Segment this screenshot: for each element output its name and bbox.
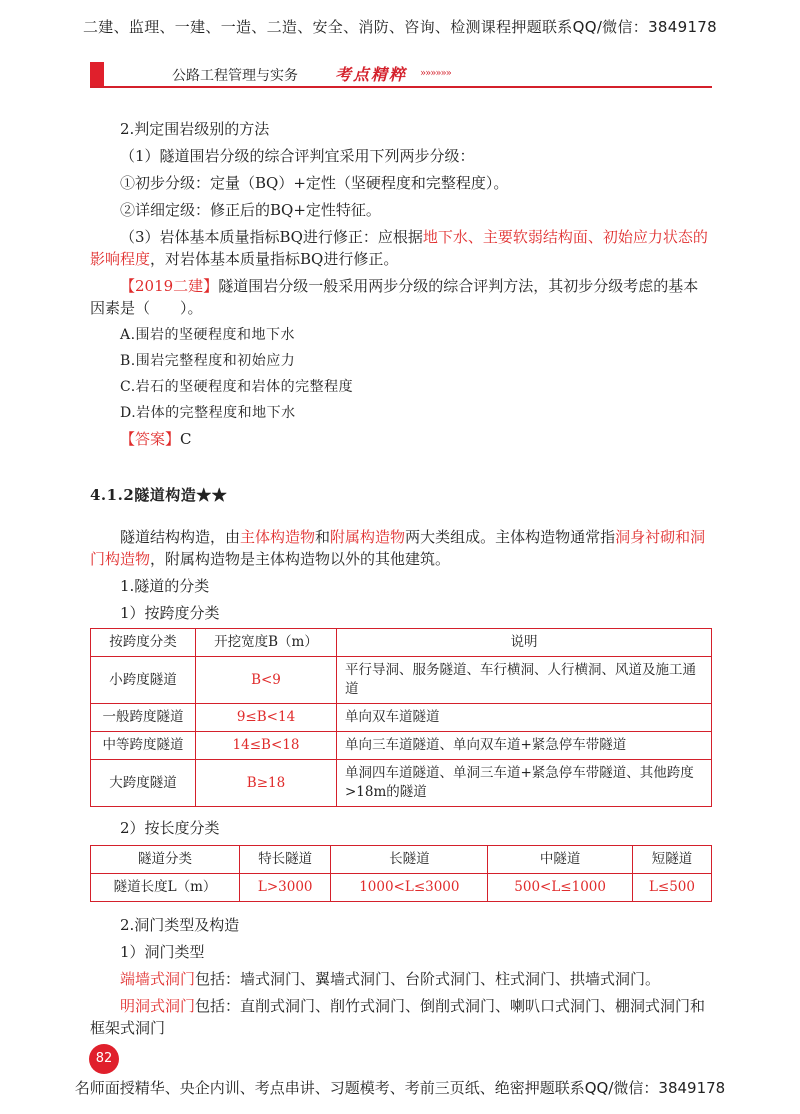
span-width-cell: B<9 [196, 657, 337, 704]
length-header-cell: 中隧道 [488, 846, 633, 874]
span-width-cell: B≥18 [196, 760, 337, 807]
option-c: C.岩石的坚硬程度和岩体的完整程度 [120, 379, 354, 395]
length-value-cell: 1000<L≤3000 [331, 874, 488, 902]
length-header-cell: 特长隧道 [240, 846, 331, 874]
end-wall-highlight: 端墙式洞门 [120, 970, 196, 988]
answer-line [90, 428, 712, 450]
bq-text-b: ，对岩体基本质量指标BQ进行修正。 [150, 250, 399, 268]
length-header-cell: 隧道分类 [91, 846, 240, 874]
length-value-cell: 500<L≤1000 [488, 874, 633, 902]
top-banner: 二建、监理、一建、一造、二造、安全、消防、咨询、检测课程押题联系QQ/微信：3849178 [83, 18, 717, 36]
length-table-header [91, 846, 712, 874]
sub-by-span: 1）按跨度分类 [120, 604, 220, 622]
section-title: 考点精粹 [335, 65, 408, 84]
length-header-cell: 短隧道 [632, 846, 711, 874]
answer-value: C [180, 430, 192, 448]
option-a: A.围岩的坚硬程度和地下水 [120, 327, 296, 343]
span-table-header [91, 629, 712, 657]
answer-tag: 【答案】 [120, 430, 181, 448]
structure-text-3: 两大类组成。主体构造物通常指 [405, 528, 616, 546]
option-b: B.围岩完整程度和初始应力 [120, 353, 296, 369]
page-number: 82 [89, 1044, 119, 1074]
span-table [90, 628, 712, 807]
span-desc-cell: 单洞四车道隧道、单洞三车道+紧急停车带隧道、其他跨度>18m的隧道 [337, 760, 712, 807]
para-end-wall-portal [90, 968, 712, 990]
sub-classification: 1.隧道的分类 [120, 577, 210, 595]
header-rule [90, 86, 712, 88]
structure-highlight-2: 附属构造物 [330, 528, 406, 546]
span-width-cell: 14≤B<18 [196, 732, 337, 760]
table-row [91, 704, 712, 732]
option-d: D.岩体的完整程度和地下水 [120, 405, 296, 421]
span-type-cell: 大跨度隧道 [91, 760, 196, 807]
page-header [90, 62, 712, 88]
span-header-cell: 开挖宽度B（m） [196, 629, 337, 657]
span-header-cell: 按跨度分类 [91, 629, 196, 657]
para-initial: ①初步分级：定量（BQ）+定性（坚硬程度和完整程度）。 [120, 174, 509, 192]
footer-banner: 名师面授精华、央企内训、考点串讲、习题模考、考前三页纸、绝密押题联系QQ/微信：3849178 [74, 1079, 726, 1097]
structure-text-4: ，附属构造物是主体构造物以外的其他建筑。 [150, 550, 451, 568]
para-bq-correction [90, 226, 712, 270]
para-two-step: （1）隧道围岩分级的综合评判宜采用下列两步分级： [120, 147, 475, 165]
table-row [91, 657, 712, 704]
span-desc-cell: 平行导洞、服务隧道、车行横洞、人行横洞、风道及施工通道 [337, 657, 712, 704]
table-row [91, 760, 712, 807]
sub-portal: 2.洞门类型及构造 [120, 916, 240, 934]
length-value-cell: L≤500 [632, 874, 711, 902]
span-type-cell: 一般跨度隧道 [91, 704, 196, 732]
structure-text-2: 和 [315, 528, 331, 546]
open-cut-highlight: 明洞式洞门 [120, 997, 196, 1015]
structure-highlight-3: 洞身衬砌和洞门构造物 [90, 528, 706, 568]
para-method-title: 2.判定围岩级别的方法 [120, 120, 270, 138]
length-label-cell: 隧道长度L（m） [91, 874, 240, 902]
span-desc-cell: 单向双车道隧道 [337, 704, 712, 732]
sub-by-length: 2）按长度分类 [120, 819, 220, 837]
span-desc-cell: 单向三车道隧道、单向双车道+紧急停车带隧道 [337, 732, 712, 760]
question-tag: 【2019二建】 [120, 277, 219, 295]
header-red-block [90, 62, 104, 86]
span-header-cell: 说明 [337, 629, 712, 657]
bq-highlight: 地下水、主要软弱结构面、初始应力状态的影响程度 [90, 228, 708, 268]
para-open-cut-portal [90, 995, 712, 1039]
length-table [90, 845, 712, 902]
question-stem [90, 275, 712, 319]
length-header-cell: 长隧道 [331, 846, 488, 874]
span-type-cell: 中等跨度隧道 [91, 732, 196, 760]
para-structure [90, 526, 712, 570]
length-value-cell: L>3000 [240, 874, 331, 902]
structure-highlight-1: 主体构造物 [240, 528, 316, 546]
book-title: 公路工程管理与实务 [172, 68, 298, 84]
table-row [91, 874, 712, 902]
structure-text-1: 隧道结构构造，由 [120, 528, 241, 546]
span-type-cell: 小跨度隧道 [91, 657, 196, 704]
para-detailed: ②详细定级：修正后的BQ+定性特征。 [120, 201, 381, 219]
bq-text-a: （3）岩体基本质量指标BQ进行修正：应根据 [120, 228, 423, 246]
section-heading-412: 4.1.2隧道构造★★ [90, 486, 228, 504]
question-text: 隧道围岩分级一般采用两步分级的综合评判方法，其初步分级考虑的基本因素是（ ）。 [90, 277, 699, 317]
table-row [91, 732, 712, 760]
span-width-cell: 9≤B<14 [196, 704, 337, 732]
open-cut-text: 包括：直削式洞门、削竹式洞门、倒削式洞门、喇叭口式洞门、棚洞式洞门和框架式洞门 [90, 997, 706, 1037]
end-wall-text: 包括：墙式洞门、翼墙式洞门、台阶式洞门、柱式洞门、拱墙式洞门。 [195, 970, 661, 988]
header-decoration: »»»»»» [420, 68, 451, 79]
sub-portal-types: 1）洞门类型 [120, 943, 205, 961]
page-content [90, 118, 712, 1044]
